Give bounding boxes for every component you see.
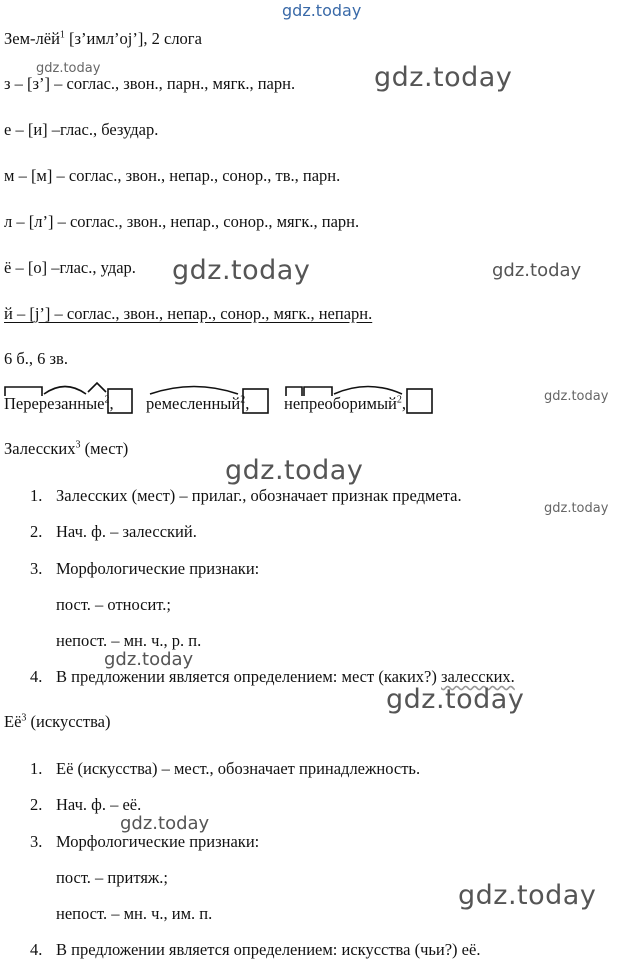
analysis-heading: $Её^3$ (искусства)	[4, 712, 111, 731]
phonetic-transcription: [з’имл’оj’], 2 слога	[64, 29, 202, 48]
watermark: gdz.today	[225, 455, 364, 486]
ending-box	[407, 389, 432, 413]
list-number: 2.	[30, 522, 43, 541]
morphemic-word: ремесленный$^2$,	[146, 394, 250, 413]
phonetic-heading	[4, 30, 202, 49]
morphemic-word: непреоборимый$^2$,	[284, 394, 407, 413]
list-number: 3.	[30, 832, 43, 851]
phonetic-line-j: й – [j’] – соглас., звон., непар., сонор., мягк., непарн.	[4, 304, 373, 323]
list-item: Её (искусства) – мест., обозначает принадлежность.	[56, 759, 421, 778]
phonetic-word: Зем-лёй	[4, 29, 60, 48]
list-subitem: пост. – относит.;	[56, 595, 171, 614]
footnote-marker: 1	[59, 29, 65, 41]
watermark: gdz.today	[172, 255, 311, 286]
phonetic-line-z: з – [з’] – соглас., звон., парн., мягк., парн.	[4, 74, 296, 93]
watermark: gdz.today	[374, 62, 513, 93]
watermark: gdz.today	[282, 1, 362, 20]
list-item: В предложении является определением: мест (каких?) залесских.	[56, 667, 515, 686]
analysis-heading: Залесских$^3$ (мест)	[4, 439, 129, 458]
watermark: gdz.today	[458, 880, 597, 911]
watermark: gdz.today	[544, 389, 609, 404]
list-number: 4.	[30, 940, 43, 959]
suffix-mark	[88, 383, 106, 392]
list-item: Нач. ф. – залесский.	[56, 522, 197, 541]
list-number: 3.	[30, 559, 43, 578]
list-subitem: непост. – мн. ч., р. п.	[56, 631, 202, 650]
watermark: gdz.today	[120, 813, 210, 834]
list-item: Морфологические признаки:	[56, 832, 260, 851]
watermark: gdz.today	[492, 260, 582, 281]
watermark: gdz.today	[104, 649, 194, 670]
morphemic-analysis	[2, 380, 452, 420]
phonetic-line-l: л – [л’] – соглас., звон., непар., сонор., мягк., парн.	[4, 212, 360, 231]
watermark: gdz.today	[36, 61, 101, 76]
root-arc	[334, 387, 402, 395]
phonetic-line-m: м – [м] – соглас., звон., непар., сонор., тв., парн.	[4, 166, 341, 185]
morphemic-word: Перерезанные$^2$,	[4, 394, 114, 413]
root-arc	[44, 387, 86, 395]
list-number: 4.	[30, 667, 43, 686]
list-item: Залесских (мест) – прилаг., обозначает признак предмета.	[56, 486, 462, 505]
watermark: gdz.today	[386, 684, 525, 715]
list-number: 1.	[30, 486, 43, 505]
phonetic-line-e: е – [и] –глас., безудар.	[4, 120, 159, 139]
watermark: gdz.today	[544, 501, 609, 516]
list-item: Нач. ф. – её.	[56, 795, 142, 814]
list-item: В предложении является определением: искусства (чьи?) её.	[56, 940, 481, 959]
phonetic-summary: 6 б., 6 зв.	[4, 349, 68, 368]
list-item: Морфологические признаки:	[56, 559, 260, 578]
list-number: 1.	[30, 759, 43, 778]
root-arc	[150, 387, 238, 395]
list-number: 2.	[30, 795, 43, 814]
phonetic-line-yo: ё – [о] –глас., удар.	[4, 258, 136, 277]
list-subitem: непост. – мн. ч., им. п.	[56, 904, 213, 923]
list-subitem: пост. – притяж.;	[56, 868, 169, 887]
